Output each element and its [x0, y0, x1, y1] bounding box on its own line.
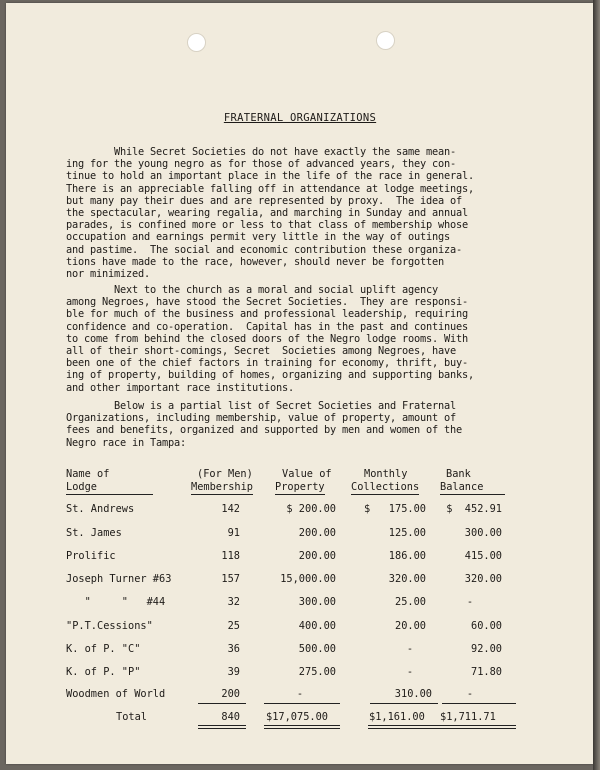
row-members: 25: [227, 620, 240, 632]
row-property: 200.00: [298, 550, 336, 562]
header-bank-line2: Balance: [440, 481, 505, 493]
row-name: K. of P. "P": [66, 666, 141, 678]
row-name: "P.T.Cessions": [66, 620, 153, 632]
total-rule-members-1: [198, 725, 246, 726]
punch-hole-right: [376, 31, 395, 50]
total-rule-bank-2: [440, 728, 516, 729]
page-title: FRATERNAL ORGANIZATIONS: [223, 112, 377, 124]
total-property: $17,075.00: [266, 711, 328, 723]
row-members: 157: [221, 573, 240, 585]
total-members: 840: [221, 711, 240, 723]
header-lodge-line2: Lodge: [66, 481, 153, 493]
row-name: St. James: [66, 527, 122, 539]
punch-hole-left: [187, 33, 206, 52]
row-property: 200.00: [298, 527, 336, 539]
row-property: 400.00: [298, 620, 336, 632]
row-name: St. Andrews: [66, 503, 135, 515]
row-monthly: 25.00: [395, 596, 426, 608]
row-bank: -: [466, 688, 474, 700]
header-monthly-line2: Collections: [351, 481, 420, 493]
row-bank: 92.00: [471, 643, 502, 655]
total-rule-monthly-1: [368, 725, 440, 726]
row-members: 36: [227, 643, 240, 655]
paragraph-3: Below is a partial list of Secret Societies and Fraternal Organizations, including membership, value of property, amount of fees and benefits, organized and supported by men and women of the Negro race in Tampa:: [66, 400, 462, 449]
row-bank: -: [466, 596, 474, 608]
row-name: Prolific: [66, 550, 116, 562]
row-property: 275.00: [298, 666, 336, 678]
total-label: Total: [116, 711, 147, 723]
header-property-line2: Property: [275, 481, 325, 493]
subtotal-rule-members: [198, 703, 246, 704]
subtotal-rule-property: [264, 703, 340, 704]
row-bank: $ 452.91: [446, 503, 502, 515]
total-rule-property-2: [264, 728, 340, 729]
row-name: Joseph Turner #63: [66, 573, 172, 585]
row-monthly: 20.00: [395, 620, 426, 632]
row-monthly: 125.00: [388, 527, 426, 539]
row-name: Woodmen of World: [66, 688, 166, 700]
total-rule-property-1: [264, 725, 340, 726]
header-bank-line1: Bank: [446, 468, 471, 480]
row-monthly: -: [406, 666, 414, 678]
row-members: 32: [227, 596, 240, 608]
row-bank: 71.80: [471, 666, 502, 678]
total-bank: $1,711.71: [440, 711, 496, 723]
total-rule-bank-1: [440, 725, 516, 726]
row-members: 200: [221, 688, 240, 700]
subtotal-rule-bank: [442, 703, 516, 704]
paragraph-2: Next to the church as a moral and social uplift agency among Negroes, have stood the Secret Societies. They are responsi- ble for much of the business and professional leadership, requiring confidence and co-operation. Capital has in the past and continues to come from behind the closed doors of the Negro lodge rooms. With all of their short-comings, Secret Societies among Negroes, have been one of the chief factors in training for economy, thrift, buy- ing of property, building of homes, organizing and supporting banks, and other important race institutions.: [66, 284, 474, 394]
row-property: 500.00: [298, 643, 336, 655]
paragraph-1: While Secret Societies do not have exactly the same mean- ing for the young negro as for those of advanced years, they con- tinue to hold an important place in the life of the race in general. There is an appreciable falling off in attendance at lodge meetings, but many pay their dues and are represented by proxy. The idea of the spectacular, wearing regalia, and marching in Sunday and annual parades, is confined more or less to that class of membership whose occupation and earnings permit very little in the way of outings and pastime. The social and economic contribution these organiza- tions have made to the race, however, should never be forgotten nor minimized.: [66, 146, 474, 281]
row-members: 142: [221, 503, 240, 515]
row-property: $ 200.00: [286, 503, 336, 515]
row-monthly: 186.00: [388, 550, 426, 562]
total-monthly: $1,161.00: [369, 711, 425, 723]
header-lodge-line1: Name of: [66, 468, 110, 480]
row-bank: 300.00: [464, 527, 502, 539]
row-members: 118: [221, 550, 240, 562]
header-monthly-line1: Monthly: [364, 468, 408, 480]
subtotal-rule-monthly: [370, 703, 438, 704]
row-property: 15,000.00: [280, 573, 336, 585]
row-bank: 320.00: [464, 573, 502, 585]
header-members-line1: (For Men): [197, 468, 253, 480]
row-members: 91: [227, 527, 240, 539]
row-monthly: $ 175.00: [364, 503, 426, 515]
header-property-line1: Value of: [282, 468, 332, 480]
row-name: " " #44: [66, 596, 166, 608]
row-monthly: 320.00: [388, 573, 426, 585]
row-bank: 415.00: [464, 550, 502, 562]
total-rule-monthly-2: [368, 728, 440, 729]
row-monthly: -: [406, 643, 414, 655]
row-property: 300.00: [298, 596, 336, 608]
row-monthly: 310.00: [394, 688, 432, 700]
total-rule-members-2: [198, 728, 246, 729]
header-members-line2: Membership: [191, 481, 253, 493]
row-bank: 60.00: [471, 620, 502, 632]
row-name: K. of P. "C": [66, 643, 141, 655]
row-property: -: [296, 688, 304, 700]
row-members: 39: [227, 666, 240, 678]
